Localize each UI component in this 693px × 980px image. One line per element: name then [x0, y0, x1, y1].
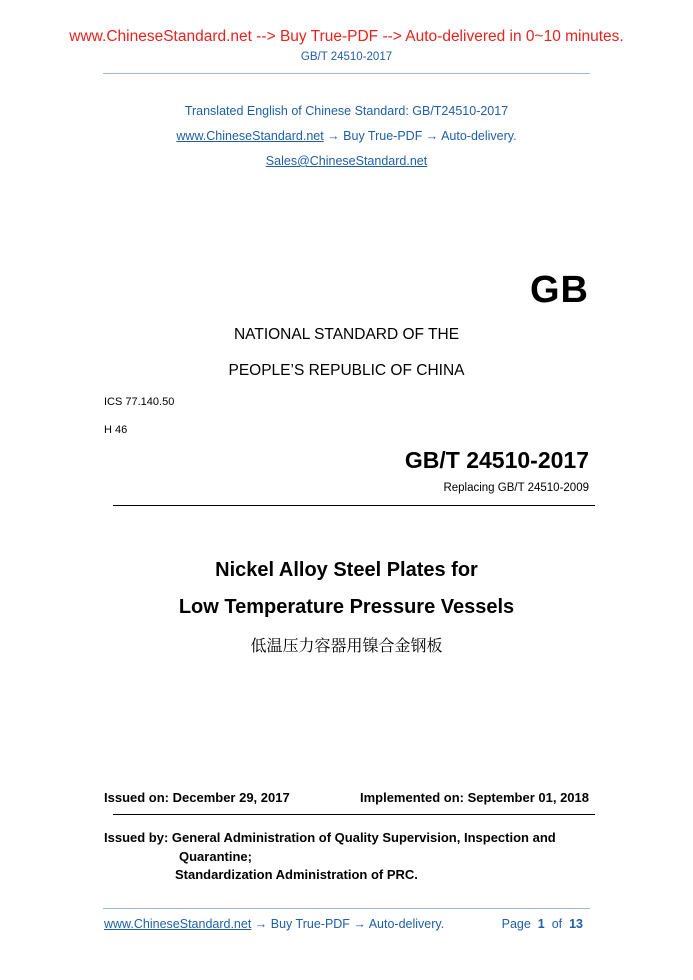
dates-divider: [113, 814, 595, 815]
page-total: 13: [569, 917, 583, 931]
site-link[interactable]: www.ChineseStandard.net: [176, 129, 324, 143]
header-divider: [103, 73, 590, 74]
footer-site-link[interactable]: www.ChineseStandard.net: [104, 917, 252, 931]
footer-promo-text: → Buy True-PDF → Auto-delivery.: [251, 917, 445, 931]
replacing-note: Replacing GB/T 24510-2009: [443, 482, 589, 494]
footer-promo: [104, 917, 444, 931]
footer-divider: [103, 908, 590, 909]
ics-code: ICS 77.140.50: [104, 396, 175, 408]
issued-date: Issued on: December 29, 2017: [104, 790, 290, 805]
page-current: 1: [537, 917, 545, 931]
national-standard-line1: NATIONAL STANDARD OF THE: [233, 326, 460, 343]
h-code: H 46: [104, 424, 128, 436]
purchase-line: [0, 129, 693, 143]
email-link[interactable]: Sales@ChineseStandard.net: [265, 154, 428, 168]
title-chinese: 低温压力容器用镍合金钢板: [250, 638, 443, 655]
translation-note: Translated English of Chinese Standard: GB/T24510-2017: [184, 104, 509, 118]
issuer-line2: Quarantine;: [179, 849, 252, 864]
purchase-text: → Buy True-PDF → Auto-delivery.: [323, 129, 517, 143]
gb-mark: GB: [530, 269, 589, 311]
title-line2: Low Temperature Pressure Vessels: [178, 596, 515, 618]
header-doc-ref: GB/T 24510-2017: [300, 51, 393, 63]
page-of: of: [551, 917, 563, 931]
issuer-line1: Issued by: General Administration of Quality Supervision, Inspection and: [104, 830, 556, 845]
national-standard-line2: PEOPLE’S REPUBLIC OF CHINA: [228, 362, 465, 379]
issuer-line3: Standardization Administration of PRC.: [175, 867, 418, 882]
standard-number: GB/T 24510-2017: [404, 447, 589, 473]
page-label: Page: [501, 917, 531, 931]
page-indicator: [502, 917, 583, 931]
title-divider: [113, 505, 595, 506]
email-line: [0, 154, 693, 168]
title-line1: Nickel Alloy Steel Plates for: [215, 559, 478, 581]
promo-banner[interactable]: www.ChineseStandard.net --> Buy True-PDF --> Auto-delivered in 0~10 minutes.: [69, 28, 624, 45]
implemented-date: Implemented on: September 01, 2018: [359, 790, 589, 805]
